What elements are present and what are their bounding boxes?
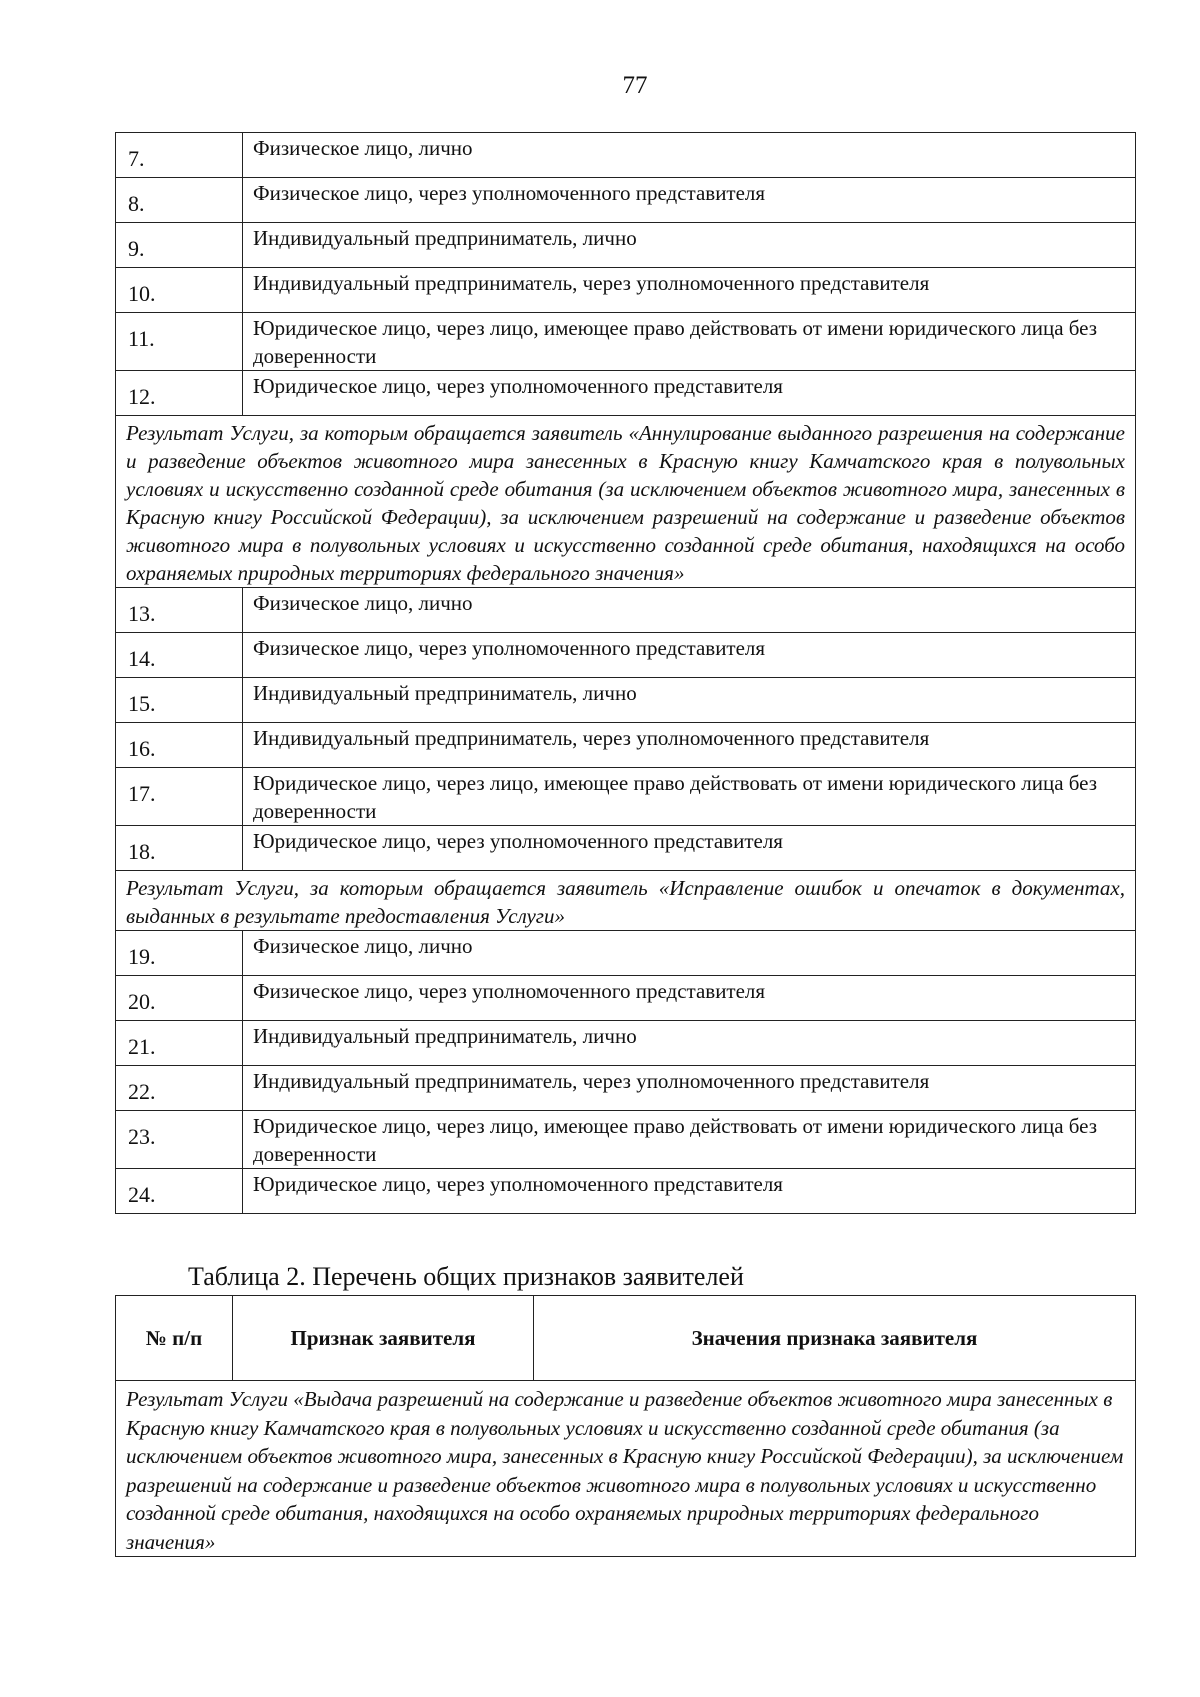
table-row	[116, 826, 1136, 871]
page-number: 77	[622, 72, 648, 99]
table-row	[116, 768, 1136, 826]
row-description: Физическое лицо, через уполномоченного представителя	[243, 633, 1136, 678]
table-row	[116, 931, 1136, 976]
row-description: Индивидуальный предприниматель, лично	[243, 1021, 1136, 1066]
table-row	[116, 1111, 1136, 1169]
applicant-attributes-table	[115, 1295, 1136, 1557]
table-header-row	[116, 1296, 1136, 1381]
column-header-values: Значения признака заявителя	[534, 1296, 1136, 1381]
row-description: Юридическое лицо, через уполномоченного представителя	[243, 371, 1136, 416]
row-number: 14.	[116, 633, 243, 678]
row-description: Физическое лицо, лично	[243, 133, 1136, 178]
section-heading-row	[116, 416, 1136, 588]
row-number: 22.	[116, 1066, 243, 1111]
row-number: 15.	[116, 678, 243, 723]
row-description: Индивидуальный предприниматель, через уполномоченного представителя	[243, 723, 1136, 768]
row-description: Индивидуальный предприниматель, через уполномоченного представителя	[243, 1066, 1136, 1111]
table-row	[116, 1066, 1136, 1111]
row-description: Индивидуальный предприниматель, через уполномоченного представителя	[243, 268, 1136, 313]
row-description: Юридическое лицо, через лицо, имеющее право действовать от имени юридического лица без доверенности	[243, 1111, 1136, 1169]
row-number: 23.	[116, 1111, 243, 1169]
section-heading-row	[116, 1381, 1136, 1557]
table-row	[116, 178, 1136, 223]
row-number: 8.	[116, 178, 243, 223]
table-row	[116, 588, 1136, 633]
row-number: 21.	[116, 1021, 243, 1066]
row-description: Индивидуальный предприниматель, лично	[243, 223, 1136, 268]
table-row	[116, 723, 1136, 768]
row-description: Юридическое лицо, через лицо, имеющее право действовать от имени юридического лица без доверенности	[243, 768, 1136, 826]
row-description: Юридическое лицо, через уполномоченного представителя	[243, 826, 1136, 871]
row-number: 12.	[116, 371, 243, 416]
row-description: Физическое лицо, через уполномоченного представителя	[243, 976, 1136, 1021]
section-heading: Результат Услуги «Выдача разрешений на содержание и разведение объектов животного мира занесенных в Красную книгу Камчатского края в полувольных условиях и искусственно созданной среде обитания (за исключением объектов животного мира, занесенных в Красную книгу Российской Федерации), за исключением разрешений на содержание и разведение объектов животного мира в полувольных условиях и искусственно созданной среде обитания, находящихся на особо охраняемых природных территориях федерального значения»	[116, 1381, 1136, 1557]
row-description: Физическое лицо, лично	[243, 588, 1136, 633]
row-description: Юридическое лицо, через уполномоченного представителя	[243, 1169, 1136, 1214]
row-number: 11.	[116, 313, 243, 371]
column-header-number: № п/п	[116, 1296, 233, 1381]
row-number: 7.	[116, 133, 243, 178]
table-row	[116, 1169, 1136, 1214]
table-row	[116, 268, 1136, 313]
table-row	[116, 1021, 1136, 1066]
table-row	[116, 133, 1136, 178]
section-heading: Результат Услуги, за которым обращается заявитель «Аннулирование выданного разрешения на содержание и разведение объектов животного мира занесенных в Красную книгу Камчатского края в полувольных условиях и искусственно созданной среде обитания (за исключением объектов животного мира, занесенных в Красную книгу Российской Федерации), за исключением разрешений на содержание и разведение объектов животного мира в полувольных условиях и искусственно созданной среде обитания, находящихся на особо охраняемых природных территориях федерального значения»	[116, 416, 1136, 588]
table-row	[116, 633, 1136, 678]
section-heading-row	[116, 871, 1136, 931]
row-number: 24.	[116, 1169, 243, 1214]
row-number: 17.	[116, 768, 243, 826]
row-number: 10.	[116, 268, 243, 313]
row-number: 13.	[116, 588, 243, 633]
table2-title: Таблица 2. Перечень общих признаков заявителей	[188, 1262, 744, 1291]
row-description: Физическое лицо, лично	[243, 931, 1136, 976]
table-row	[116, 313, 1136, 371]
row-description: Юридическое лицо, через лицо, имеющее право действовать от имени юридического лица без доверенности	[243, 313, 1136, 371]
row-number: 20.	[116, 976, 243, 1021]
row-number: 19.	[116, 931, 243, 976]
table-row	[116, 371, 1136, 416]
row-description: Индивидуальный предприниматель, лично	[243, 678, 1136, 723]
row-number: 9.	[116, 223, 243, 268]
table-row	[116, 678, 1136, 723]
table-row	[116, 976, 1136, 1021]
row-number: 18.	[116, 826, 243, 871]
section-heading: Результат Услуги, за которым обращается заявитель «Исправление ошибок и опечаток в документах, выданных в результате предоставления Услуги»	[116, 871, 1136, 931]
column-header-attribute: Признак заявителя	[233, 1296, 534, 1381]
applicant-variants-table	[115, 132, 1136, 1214]
row-number: 16.	[116, 723, 243, 768]
row-description: Физическое лицо, через уполномоченного представителя	[243, 178, 1136, 223]
table-row	[116, 223, 1136, 268]
